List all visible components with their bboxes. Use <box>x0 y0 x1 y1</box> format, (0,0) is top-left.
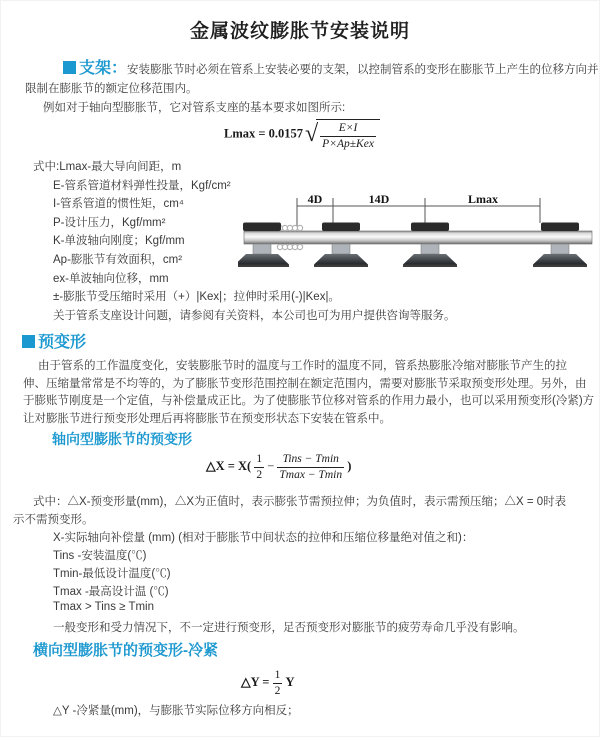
support-intro-line-1 <box>63 55 599 78</box>
formula-delta-y <box>241 669 294 697</box>
axial-line: Tmax -最高设计温 (℃) <box>53 586 169 598</box>
pipe-support <box>314 223 368 268</box>
formula-dy-rhs: Y <box>285 675 295 690</box>
def-line: P-设计压力，Kgf/mm² <box>53 217 166 229</box>
def-line: Ap-膨胀节有效面积，cm² <box>53 254 183 266</box>
axial-line: 式中：△X-预变形量(mm)，△X为正值时，表示膨张节需预拉伸；为负值时，表示需预压缩；△X = 0时表 <box>33 496 567 508</box>
fraction-one-half: $\frac{1}{2}$ <box>274 669 281 697</box>
formula-dx-lhs: △X = X( <box>206 459 252 474</box>
predeform-para-line: 伸、压缩量常常是不均等的，为了膨胀节变形范围控制在额定范围内，需要对膨胀节采取预变形处理。另外，由 <box>23 378 587 390</box>
pipe-support-diagram <box>238 191 598 279</box>
def-line: 式中:Lmax-最大导向间距，m <box>33 161 182 173</box>
lateral-subsection-heading: 横向型膨胀节的预变形-冷紧 <box>33 642 218 659</box>
axial-line: Tmax > Tins ≥ Tmin <box>53 601 154 613</box>
formula-lmax-denominator: P×Ap±Kex <box>322 137 374 150</box>
predeform-para-line: 于膨账节刚度是一个定值，与补偿量成正比。为了使膨胀节位移对管系的作用力最小，也可以采用预变形(冷紧)方 <box>23 395 595 407</box>
def-line: E-管系管道材料弹性投量，Kgf/cm² <box>53 180 231 192</box>
page-title: 金属波纹膨胀节安装说明 <box>189 21 410 42</box>
def-line: I-管系管道的惯性矩，cm⁴ <box>53 198 184 210</box>
formula-dy-lhs: △Y = <box>241 675 270 690</box>
axial-line: Tmin-最低设计温度(℃) <box>53 568 171 580</box>
predeform-para-line: 让对膨胀节进行预变形处理后再将膨胀节在预变形状态下安装在管系中。 <box>23 413 391 425</box>
predeform-section-heading <box>22 329 86 352</box>
dim-label-4d: 4D <box>307 192 323 206</box>
axial-line: 一般变形和受力情况下，不一定进行预变形，足否预变形对膨胀节的疲劳寿命几乎没有影响。 <box>53 622 525 634</box>
axial-line: 示不需预变形。 <box>13 514 94 526</box>
section-marker-icon <box>63 61 76 74</box>
fraction-one-half: $\frac{1}{2}$ <box>256 453 263 481</box>
formula-lmax-radicand <box>316 119 380 150</box>
predeform-heading-label: 预变形 <box>38 334 87 351</box>
def-line: ±-膨胀节受压缩时采用（+）|Kex|；拉伸时采用(-)|Kex|。 <box>53 291 340 303</box>
formula-dx-rhs: ) <box>347 459 352 474</box>
pipe <box>244 231 592 244</box>
formula-delta-x <box>206 453 351 481</box>
lateral-note: △Y -冷紧量(mm)，与膨胀节实际位移方向相反； <box>53 705 299 717</box>
def-line: K-单波轴向刚度；Kgf/mm <box>53 235 185 247</box>
minus-sign: − <box>267 459 275 474</box>
section-marker-icon <box>22 335 35 348</box>
axial-subsection-heading: 轴向型膨胀节的预变形 <box>52 431 192 447</box>
dim-label-14d: 14D <box>368 192 390 206</box>
support-section-heading <box>63 60 127 77</box>
formula-lmax-lhs: Lmax = 0.0157 <box>224 126 303 141</box>
axial-line: Tins -安装温度(℃) <box>53 550 147 562</box>
fraction-temperature: $\frac{\text{Tins − Tmin}}{Tmax - Tmin}$ <box>279 453 343 481</box>
pipe-support <box>403 223 457 268</box>
support-intro-line-3: 例如对于轴向型膨胀节，它对管系支座的基本要求如图所示: <box>43 102 346 114</box>
def-line: ex-单波轴向位移，mm <box>53 273 169 285</box>
support-heading-label: 支架： <box>79 60 128 77</box>
support-intro-text-1: 安装膨胀节时必须在管系上安装必要的支架，以控制管系的变形在膨胀节上产生的位移方向并 <box>127 64 599 76</box>
formula-lmax-numerator: E×I <box>320 122 376 137</box>
def-line: 关于管系支座设计问题，请参阅有关资料，本公司也可为用户提供咨询等服务。 <box>53 310 456 322</box>
axial-line: X-实际轴向补偿量 (mm) (相对于膨胀节中间状态的拉伸和压缩位移量绝对值之和)： <box>53 532 474 544</box>
pipe-support <box>533 223 587 268</box>
predeform-para-line: 由于管系的工作温度变化，安装膨胀节时的温度与工作时的温度不同，管系热膨胀冷缩对膨胀节产生的拉 <box>38 360 567 372</box>
radical-sign: √ <box>305 120 319 147</box>
dim-label-lmax: Lmax <box>468 192 498 206</box>
formula-lmax <box>224 119 380 150</box>
support-intro-line-2: 限制在膨胀节的额定位移范围内。 <box>25 83 198 95</box>
